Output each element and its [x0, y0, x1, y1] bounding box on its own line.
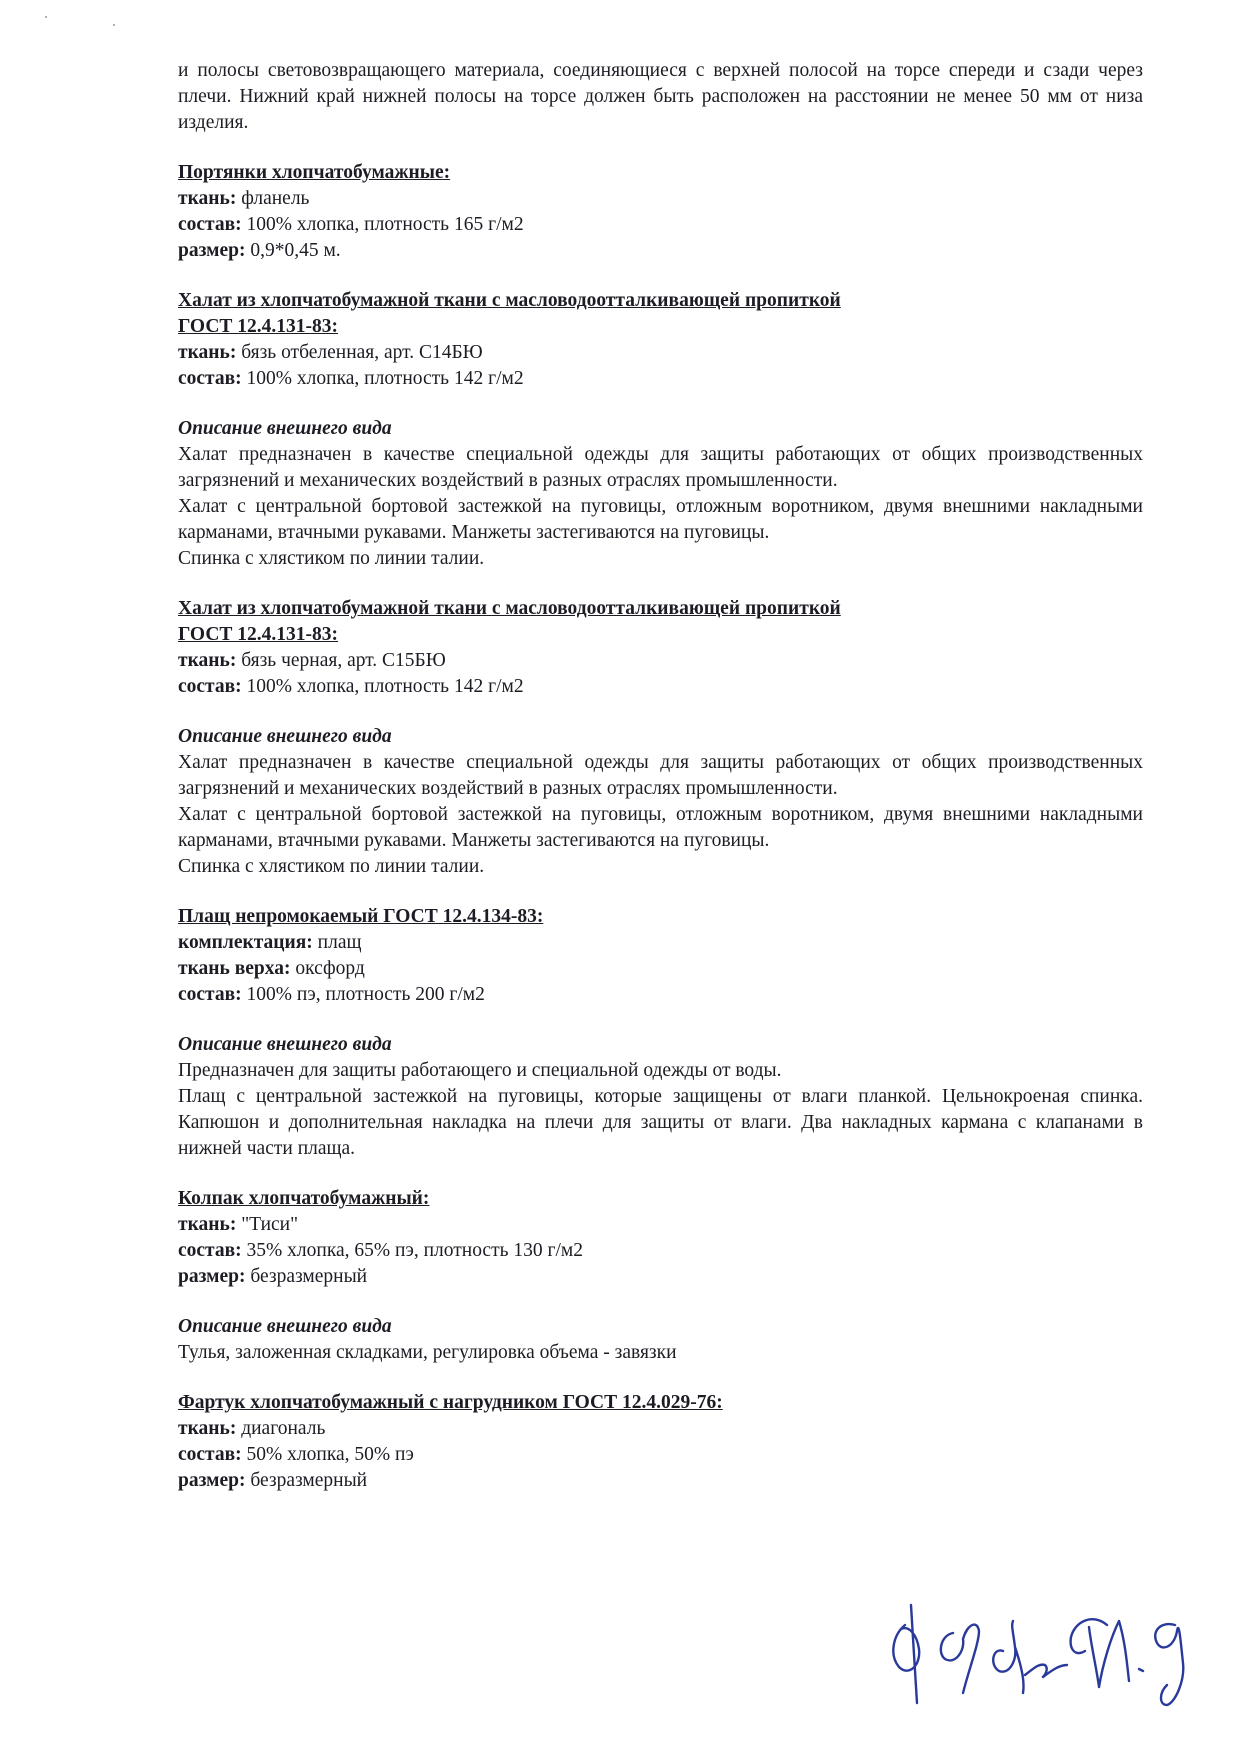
intro-paragraph: и полосы световозвращающего материала, соединяющиеся с верхней полосой на торсе спереди и сзади через плечи. Нижний край нижней полосы на торсе должен быть расположен на расстоянии не менее 50 мм от низа изделия.	[178, 60, 1143, 133]
description-paragraph: Спинка с хлястиком по линии талии.	[178, 856, 485, 877]
document-page	[178, 58, 1143, 1494]
spec-value: 100% пэ, плотность 200 г/м2	[241, 984, 485, 1005]
spec-line	[178, 1212, 1143, 1238]
spec-line	[178, 366, 1143, 392]
spec-line	[178, 1416, 1143, 1442]
spec-value: 100% хлопка, плотность 142 г/м2	[241, 368, 524, 389]
spec-value: "Тиси"	[236, 1214, 299, 1235]
handwritten-signature	[875, 1585, 1215, 1710]
spec-value: 35% хлопка, 65% пэ, плотность 130 г/м2	[241, 1240, 584, 1261]
spec-value: бязь отбеленная, арт. С14БЮ	[236, 342, 483, 363]
signature-stroke	[1071, 1619, 1143, 1687]
spec-line	[178, 238, 1143, 264]
spec-value: бязь черная, арт. С15БЮ	[236, 650, 446, 671]
section-title-halat-1: Халат из хлопчатобумажной ткани с масловодоотталкивающей пропиткой	[178, 290, 841, 311]
spec-value: 50% хлопка, 50% пэ	[241, 1444, 414, 1465]
spec-line	[178, 1264, 1143, 1290]
description-paragraph: Предназначен для защиты работающего и специальной одежды от воды.	[178, 1060, 782, 1081]
description-paragraph: Халат с центральной бортовой застежкой на пуговицы, отложным воротником, двумя внешними накладными карманами, втачными рукавами. Манжеты застегиваются на пуговицы.	[178, 496, 1143, 543]
spec-label: ткань:	[178, 188, 237, 209]
spec-line	[178, 212, 1143, 238]
signature-stroke	[1155, 1624, 1183, 1705]
section-title-portyanki: Портянки хлопчатобумажные:	[178, 162, 451, 183]
spec-label: ткань:	[178, 650, 237, 671]
spec-line	[178, 340, 1143, 366]
spec-label: ткань:	[178, 342, 237, 363]
signature-stroke	[993, 1621, 1067, 1693]
spec-label: размер:	[178, 240, 246, 261]
section-title-halat-2-gost: ГОСТ 12.4.131-83:	[178, 624, 339, 645]
spec-value: 100% хлопка, плотность 142 г/м2	[241, 676, 524, 697]
spec-line	[178, 1468, 1143, 1494]
description-paragraph: Халат предназначен в качестве специальной одежды для защиты работающих от общих производственных загрязнений и механических воздействий в разных отраслях промышленности.	[178, 444, 1143, 491]
spec-label: комплектация:	[178, 932, 313, 953]
section-title-halat-1-gost: ГОСТ 12.4.131-83:	[178, 316, 339, 337]
description-paragraph: Тулья, заложенная складками, регулировка объема - завязки	[178, 1342, 677, 1363]
spec-line	[178, 648, 1143, 674]
section-title-kolpak: Колпак хлопчатобумажный:	[178, 1188, 430, 1209]
description-title: Описание внешнего вида	[178, 418, 392, 439]
spec-value: 100% хлопка, плотность 165 г/м2	[241, 214, 524, 235]
spec-value: безразмерный	[245, 1470, 368, 1491]
spec-line	[178, 982, 1143, 1008]
spec-label: ткань:	[178, 1214, 237, 1235]
description-paragraph: Халат предназначен в качестве специальной одежды для защиты работающих от общих производственных загрязнений и механических воздействий в разных отраслях промышленности.	[178, 752, 1143, 799]
description-title: Описание внешнего вида	[178, 1034, 392, 1055]
section-title-plashch: Плащ непромокаемый ГОСТ 12.4.134-83:	[178, 906, 544, 927]
spec-line	[178, 1238, 1143, 1264]
description-title: Описание внешнего вида	[178, 726, 392, 747]
section-title-halat-2: Халат из хлопчатобумажной ткани с масловодоотталкивающей пропиткой	[178, 598, 841, 619]
scan-artifact	[113, 24, 115, 26]
spec-line	[178, 674, 1143, 700]
spec-line	[178, 1442, 1143, 1468]
spec-value: оксфорд	[290, 958, 365, 979]
description-paragraph: Спинка с хлястиком по линии талии.	[178, 548, 485, 569]
spec-label: состав:	[178, 984, 242, 1005]
description-paragraph: Халат с центральной бортовой застежкой на пуговицы, отложным воротником, двумя внешними накладными карманами, втачными рукавами. Манжеты застегиваются на пуговицы.	[178, 804, 1143, 851]
spec-value: диагональ	[236, 1418, 326, 1439]
signature-stroke	[893, 1605, 919, 1703]
spec-value: 0,9*0,45 м.	[245, 240, 341, 261]
signature-stroke	[941, 1625, 979, 1693]
spec-label: состав:	[178, 368, 242, 389]
description-paragraph: Плащ с центральной застежкой на пуговицы, которые защищены от влаги планкой. Цельнокроеная спинка. Капюшон и дополнительная накладка на плечи для защиты от влаги. Два накладных кармана с клапанами в нижней части плаща.	[178, 1086, 1143, 1159]
spec-label: состав:	[178, 214, 242, 235]
section-title-fartuk: Фартук хлопчатобумажный с нагрудником ГОСТ 12.4.029-76:	[178, 1392, 723, 1413]
spec-label: ткань верха:	[178, 958, 291, 979]
spec-value: фланель	[236, 188, 310, 209]
spec-label: состав:	[178, 1444, 242, 1465]
spec-label: размер:	[178, 1266, 246, 1287]
spec-label: состав:	[178, 1240, 242, 1261]
spec-label: ткань:	[178, 1418, 237, 1439]
spec-value: плащ	[312, 932, 362, 953]
spec-label: состав:	[178, 676, 242, 697]
spec-line	[178, 186, 1143, 212]
spec-line	[178, 956, 1143, 982]
description-title: Описание внешнего вида	[178, 1316, 392, 1337]
scan-artifact	[45, 16, 47, 18]
spec-value: безразмерный	[245, 1266, 368, 1287]
spec-label: размер:	[178, 1470, 246, 1491]
spec-line	[178, 930, 1143, 956]
